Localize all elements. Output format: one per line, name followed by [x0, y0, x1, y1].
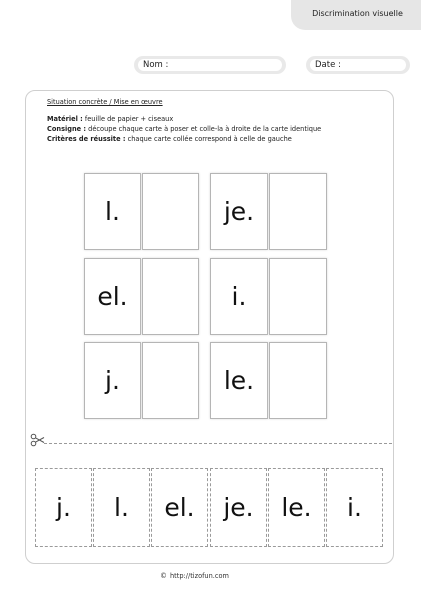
worksheet-title: Discrimination visuelle [312, 9, 403, 18]
scissors-icon [30, 433, 45, 447]
consigne-text: découpe chaque carte à poser et colle-la à droite de la carte identique [86, 125, 322, 133]
criteres-text: chaque carte collée correspond à celle de gauche [125, 135, 292, 143]
materiel-text: feuille de papier + ciseaux [82, 115, 174, 123]
model-card: le. [210, 342, 268, 419]
model-card: j. [84, 342, 141, 419]
empty-slot[interactable] [142, 342, 199, 419]
criteres-label: Critères de réussite : [47, 135, 126, 143]
empty-slot[interactable] [142, 258, 199, 335]
date-label: Date : [310, 59, 406, 71]
cutout-card[interactable]: l. [93, 468, 150, 547]
model-card: je. [210, 173, 268, 250]
model-card: i. [210, 258, 268, 335]
consigne-line [47, 125, 321, 133]
footer-url[interactable]: http://tizofun.com [170, 572, 229, 580]
cutout-card[interactable]: je. [210, 468, 267, 547]
copyright-icon: © [160, 572, 167, 580]
date-field[interactable] [306, 56, 410, 74]
name-field[interactable] [134, 56, 286, 74]
cut-line [44, 443, 392, 444]
consigne-label: Consigne : [47, 125, 87, 133]
model-card: el. [84, 258, 141, 335]
name-label: Nom : [138, 59, 282, 71]
cutout-card[interactable]: le. [268, 468, 325, 547]
empty-slot[interactable] [269, 258, 327, 335]
model-card: l. [84, 173, 141, 250]
cutout-card[interactable]: el. [151, 468, 208, 547]
empty-slot[interactable] [142, 173, 199, 250]
cutout-card[interactable]: i. [326, 468, 383, 547]
empty-slot[interactable] [269, 173, 327, 250]
materiel-label: Matériel : [47, 115, 83, 123]
footer [160, 572, 229, 580]
empty-slot[interactable] [269, 342, 327, 419]
situation-heading: Situation concrète / Mise en œuvre [47, 98, 163, 106]
criteres-line [47, 135, 292, 143]
materiel-line [47, 115, 173, 123]
cutout-card[interactable]: j. [35, 468, 92, 547]
